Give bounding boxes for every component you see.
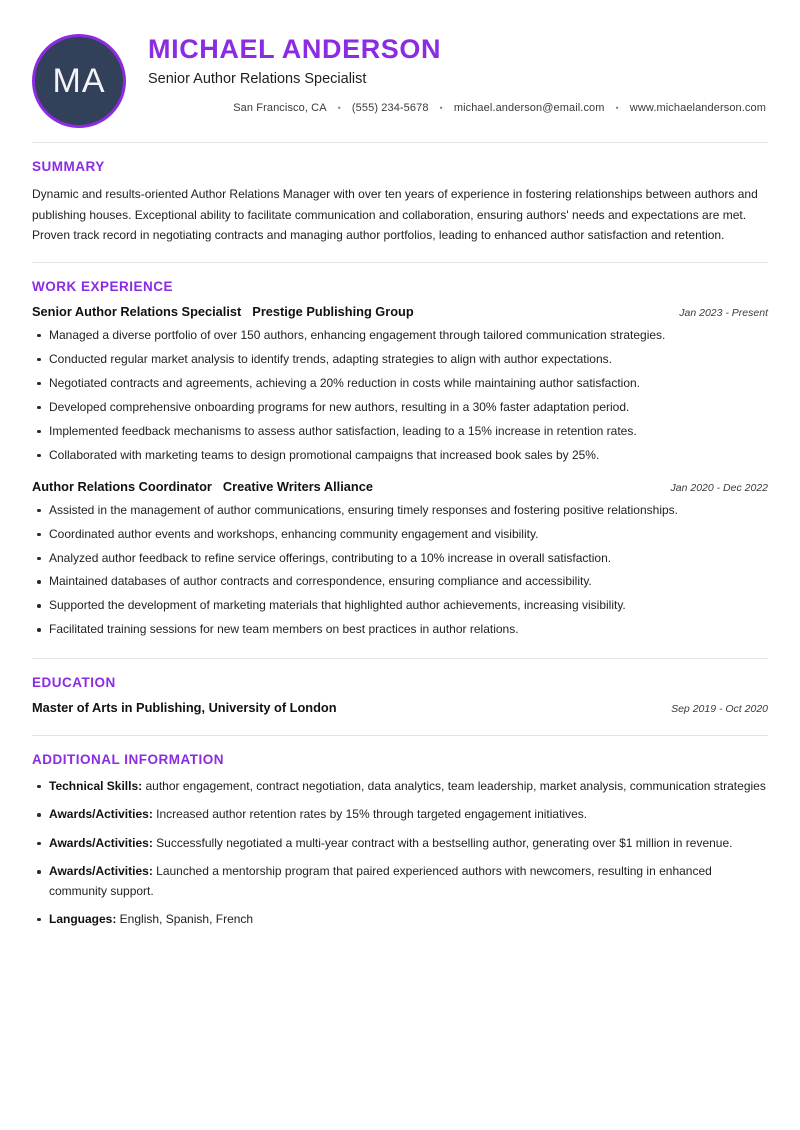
list-item: Analyzed author feedback to refine service offerings, contributing to a 10% increase in overall satisfaction. bbox=[32, 549, 768, 568]
experience-heading bbox=[32, 479, 373, 496]
section-additional-information bbox=[32, 736, 768, 946]
info-text: English, Spanish, French bbox=[116, 911, 254, 926]
info-label: Awards/Activities: bbox=[49, 864, 153, 879]
info-label: Awards/Activities: bbox=[49, 807, 153, 822]
info-text: Increased author retention rates by 15% through targeted engagement initiatives. bbox=[152, 807, 588, 822]
page-title: MICHAEL ANDERSON bbox=[148, 34, 442, 64]
experience-dates: Jan 2023 - Present bbox=[679, 307, 768, 320]
bullet-separator-icon: • bbox=[439, 102, 443, 113]
experience-job-title: Author Relations Coordinator bbox=[32, 479, 212, 494]
contact-website[interactable]: www.michaelanderson.com bbox=[629, 102, 766, 115]
header-job-title: Senior Author Relations Specialist bbox=[148, 71, 367, 88]
list-item bbox=[32, 862, 768, 901]
contact-phone[interactable]: (555) 234-5678 bbox=[351, 102, 429, 115]
experience-bullet-list bbox=[32, 326, 768, 465]
experience-company: Prestige Publishing Group bbox=[252, 304, 414, 320]
list-item bbox=[32, 805, 768, 824]
contact-email[interactable]: michael.anderson@email.com bbox=[453, 102, 605, 115]
info-text: Successfully negotiated a multi-year contract with a bestselling author, generating over $1 million in revenue. bbox=[152, 835, 733, 850]
experience-dates: Jan 2020 - Dec 2022 bbox=[670, 482, 768, 494]
list-item: Developed comprehensive onboarding programs for new authors, resulting in a 30% faster adaptation period. bbox=[32, 398, 768, 417]
info-label: Languages: bbox=[49, 911, 117, 926]
list-item bbox=[32, 777, 768, 796]
info-text: Launched a mentorship program that paired experienced authors with newcomers, resulting in enhanced community support. bbox=[49, 864, 712, 898]
section-work-experience bbox=[32, 263, 768, 658]
list-item: Coordinated author events and workshops, enhancing community engagement and visibility. bbox=[32, 525, 768, 544]
experience-entry bbox=[32, 479, 768, 640]
experience-heading bbox=[32, 304, 414, 321]
section-education bbox=[32, 659, 768, 735]
avatar-initials: MA bbox=[52, 62, 106, 100]
section-title-summary: SUMMARY bbox=[32, 159, 105, 174]
education-degree: Master of Arts in Publishing, University of London bbox=[32, 699, 337, 715]
section-summary bbox=[32, 143, 768, 262]
education-entry-head bbox=[32, 700, 768, 717]
education-entry bbox=[32, 700, 768, 717]
experience-entry bbox=[32, 304, 768, 465]
experience-job-title: Senior Author Relations Specialist bbox=[32, 304, 242, 320]
education-dates: Sep 2019 - Oct 2020 bbox=[671, 702, 768, 715]
list-item bbox=[32, 834, 768, 853]
list-item: Managed a diverse portfolio of over 150 authors, enhancing engagement through tailored communication strategies. bbox=[32, 326, 768, 345]
list-item: Collaborated with marketing teams to design promotional campaigns that increased book sales by 25%. bbox=[32, 446, 768, 465]
section-title-work-experience: WORK EXPERIENCE bbox=[32, 279, 174, 295]
list-item: Conducted regular market analysis to identify trends, adapting strategies to align with author expectations. bbox=[32, 350, 768, 369]
section-title-additional-information: ADDITIONAL INFORMATION bbox=[32, 751, 224, 767]
list-item: Supported the development of marketing materials that highlighted author achievements, increasing visibility. bbox=[32, 596, 768, 615]
experience-entry-head bbox=[32, 304, 768, 321]
list-item: Assisted in the management of author communications, ensuring timely responses and fostering positive relationships. bbox=[32, 501, 768, 520]
header-text-block bbox=[126, 30, 768, 114]
summary-text: Dynamic and results-oriented Author Relations Manager with over ten years of experience in fostering relationships between authors and publishing houses. Exceptional ability to facilitate communication and collaboration, ensuring authors' needs and expectations are met. Proven track record in negotiating contracts and managing author portfolios, leading to enhanced author satisfaction and retention. bbox=[32, 187, 758, 243]
additional-info-list bbox=[32, 777, 768, 930]
list-item: Negotiated contracts and agreements, achieving a 20% reduction in costs while maintaining author satisfaction. bbox=[32, 374, 768, 393]
section-title-education: EDUCATION bbox=[32, 674, 116, 690]
contact-row bbox=[148, 102, 768, 114]
list-item: Facilitated training sessions for new team members on best practices in author relations. bbox=[32, 620, 768, 639]
info-text: author engagement, contract negotiation, data analytics, team leadership, market analysis, communication strategies bbox=[142, 778, 766, 793]
experience-bullet-list bbox=[32, 501, 768, 640]
bullet-separator-icon: • bbox=[615, 102, 619, 113]
list-item: Maintained databases of author contracts and correspondence, ensuring compliance and accessibility. bbox=[32, 572, 768, 591]
list-item: Implemented feedback mechanisms to assess author satisfaction, leading to a 15% increase in retention rates. bbox=[32, 422, 768, 441]
list-item bbox=[32, 910, 768, 929]
experience-entry-head bbox=[32, 479, 768, 496]
resume-header bbox=[32, 0, 768, 142]
bullet-separator-icon: • bbox=[337, 102, 341, 113]
contact-location: San Francisco, CA bbox=[233, 102, 327, 115]
info-label: Technical Skills: bbox=[49, 778, 143, 793]
avatar bbox=[32, 34, 126, 128]
info-label: Awards/Activities: bbox=[49, 835, 153, 850]
experience-company: Creative Writers Alliance bbox=[222, 479, 373, 494]
